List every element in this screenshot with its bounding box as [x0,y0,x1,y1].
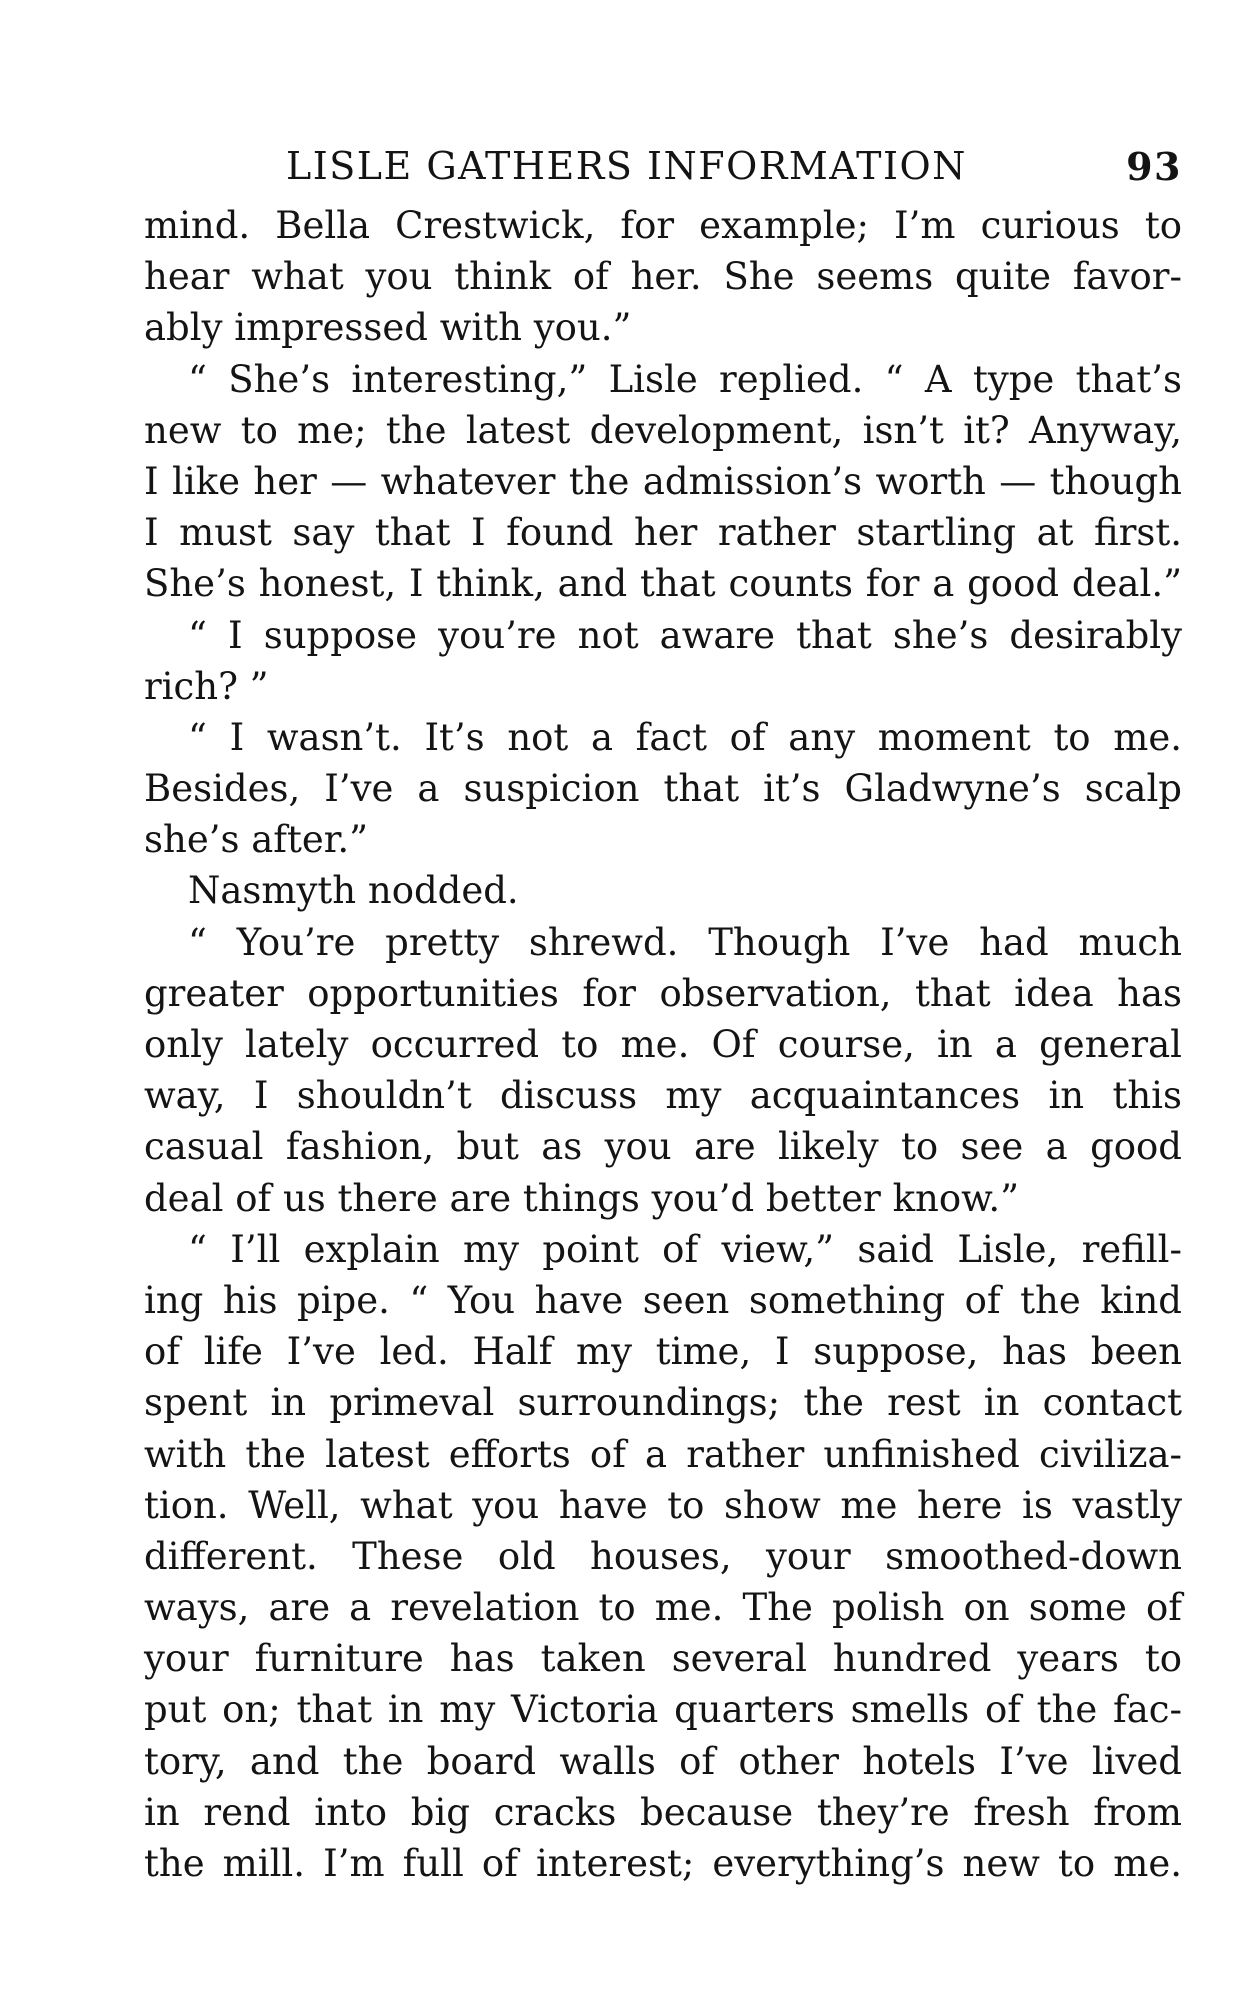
body-text [144,200,1182,1889]
text-line: ably impressed with you.” [144,306,632,350]
text-line: “ She’s interesting,” Lisle replied. “ A type that’s [188,357,1182,401]
text-line: ing his pipe. “ You have seen something of the kind [144,1278,1182,1322]
text-line: only lately occurred to me. Of course, in a general [144,1023,1182,1066]
text-line: put on; that in my Victoria quarters smells of the fac- [144,1688,1182,1732]
running-head [144,138,1182,198]
text-line: ways, are a revelation to me. The polish on some of [144,1586,1182,1630]
text-line: I must say that I found her rather startling at first. [144,511,1182,555]
text-line: the mill. I’m full of interest; everything’s new to me. [144,1842,1182,1885]
text-line: rich? ” [144,664,269,708]
text-line: “ I suppose you’re not aware that she’s desirably [188,613,1182,657]
book-page [144,138,1182,1889]
text-line: she’s after.” [144,818,369,862]
text-line: “ I’ll explain my point of view,” said Lisle, refill- [188,1227,1182,1271]
text-line: “ You’re pretty shrewd. Though I’ve had much [188,920,1182,964]
text-line: greater opportunities for observation, that idea has [144,971,1182,1015]
page-number: 93 [1126,144,1182,189]
text-line: tory, and the board walls of other hotels I’ve lived [144,1739,1182,1783]
text-line: She’s honest, I think, and that counts for a good deal.” [144,562,1182,606]
text-line: with the latest efforts of a rather unfinished civiliza- [144,1432,1182,1476]
text-line: your furniture has taken several hundred years to [144,1637,1182,1681]
text-line: different. These old houses, your smoothed-down [144,1534,1182,1578]
text-line: new to me; the latest development, isn’t it? Anyway, [144,408,1182,452]
text-line: mind. Bella Crestwick, for example; I’m curious to [144,204,1182,247]
chapter-title: LISLE GATHERS INFORMATION [286,144,967,188]
text-line: hear what you think of her. She seems quite favor- [144,255,1182,299]
text-line: casual fashion, but as you are likely to see a good [144,1125,1182,1169]
text-line: in rend into big cracks because they’re fresh from [144,1790,1182,1834]
text-line: deal of us there are things you’d better know.” [144,1176,1020,1220]
text-line: of life I’ve led. Half my time, I suppose, has been [144,1330,1182,1374]
text-line: way, I shouldn’t discuss my acquaintances in this [144,1074,1182,1118]
text-line: Besides, I’ve a suspicion that it’s Gladwyne’s scalp [144,767,1182,811]
text-line: “ I wasn’t. It’s not a fact of any moment to me. [188,715,1182,759]
text-line: tion. Well, what you have to show me here is vastly [144,1483,1182,1527]
text-line: spent in primeval surroundings; the rest in contact [144,1381,1182,1425]
text-line: Nasmyth nodded. [188,869,519,913]
text-line: I like her — whatever the admission’s worth — though [144,459,1182,503]
